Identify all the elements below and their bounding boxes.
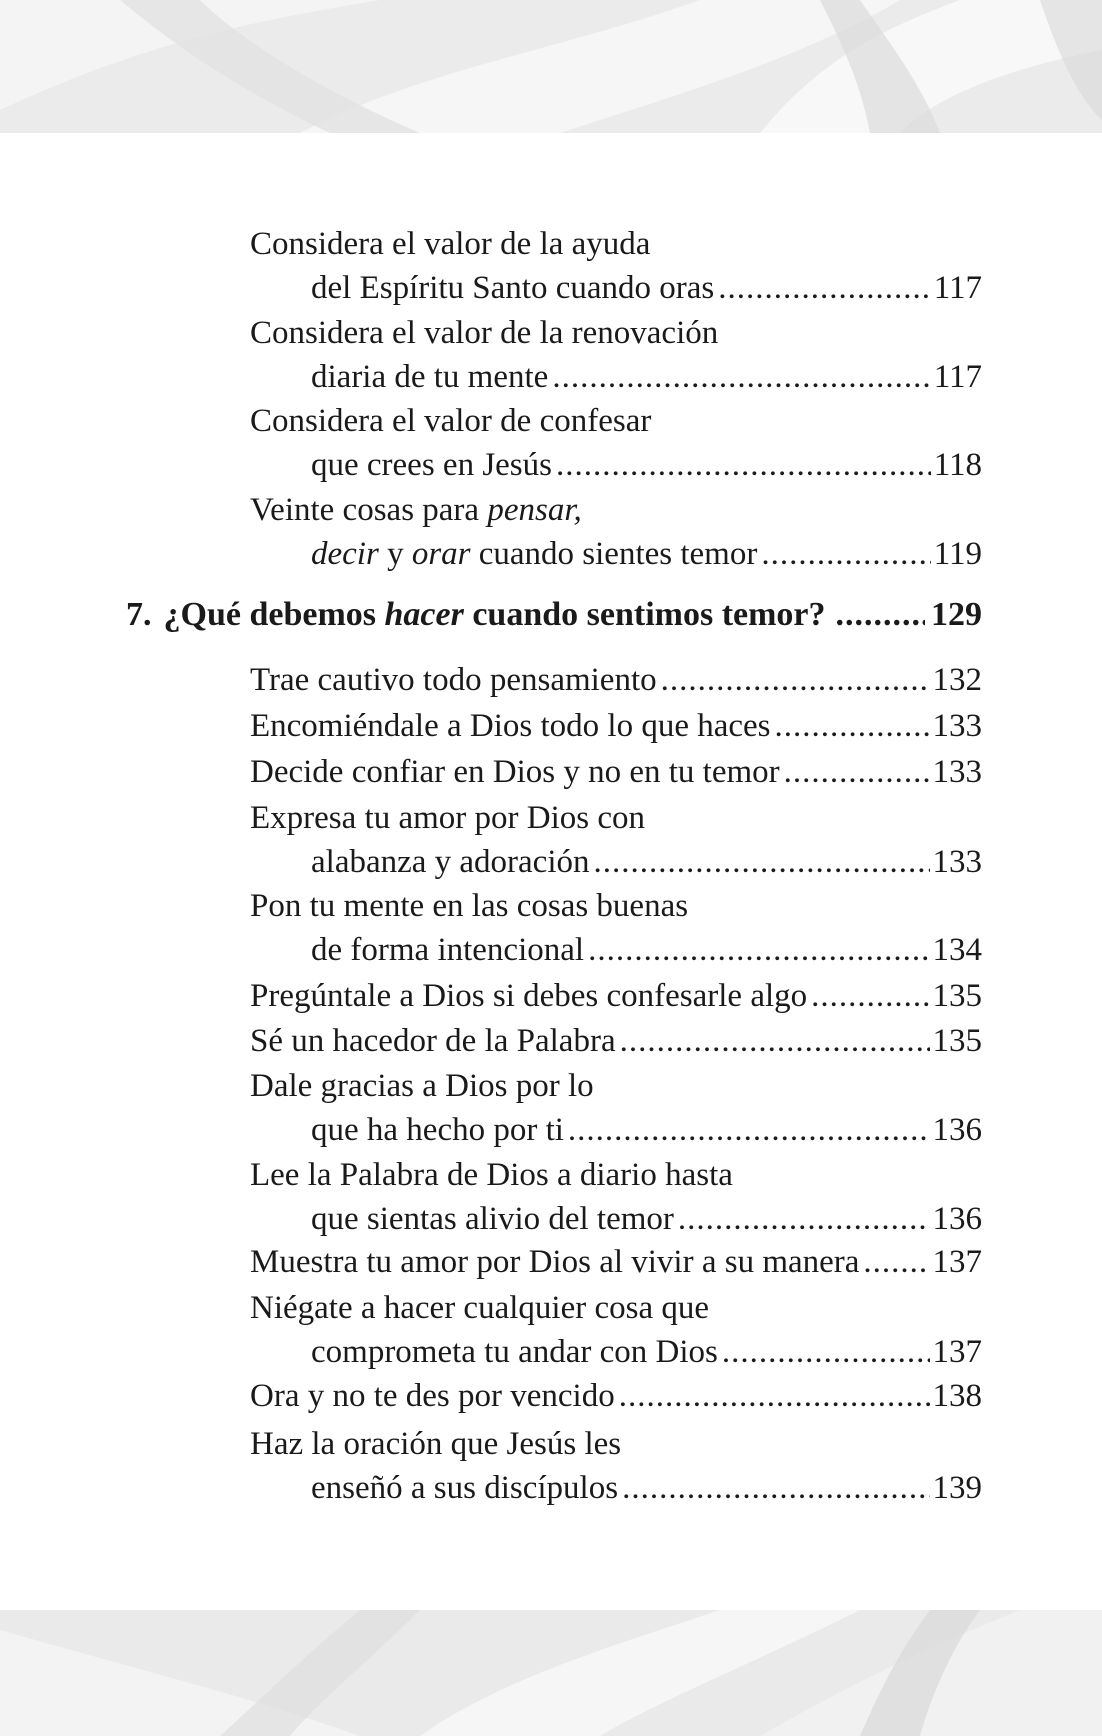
dot-leader bbox=[552, 355, 930, 399]
toc-page-number: 138 bbox=[932, 1378, 982, 1414]
toc-entry-title: Encomiéndale a Dios todo lo que haces bbox=[250, 708, 771, 744]
toc-entry-title: que ha hecho por ti bbox=[311, 1112, 564, 1148]
toc-entry-title: que sientas alivio del temor bbox=[311, 1201, 674, 1237]
toc-page-number: 117 bbox=[933, 270, 982, 306]
toc-entry-title: Considera el valor de la renovación bbox=[250, 315, 719, 351]
toc-entry-title: Considera el valor de confesar bbox=[250, 403, 652, 439]
dot-leader bbox=[863, 1240, 929, 1284]
toc-page-number: 135 bbox=[932, 1023, 982, 1059]
toc-entry-title: alabanza y adoración bbox=[311, 844, 590, 880]
dot-leader bbox=[619, 1374, 930, 1418]
toc-entry[interactable] bbox=[250, 222, 982, 310]
toc-page-number: 133 bbox=[932, 844, 982, 880]
toc-entry[interactable] bbox=[250, 974, 982, 1018]
toc-entry[interactable] bbox=[250, 796, 982, 884]
dot-leader bbox=[784, 750, 930, 794]
toc-entry[interactable] bbox=[250, 884, 982, 972]
chapter-title-part: ¿Qué debemos bbox=[163, 596, 385, 633]
toc-entry-title: y bbox=[378, 536, 412, 572]
toc-entry-title: Lee la Palabra de Dios a diario hasta bbox=[250, 1157, 733, 1193]
toc-entry[interactable] bbox=[250, 1064, 982, 1152]
toc-entry-title: del Espíritu Santo cuando oras bbox=[311, 270, 715, 306]
toc-entry-title: Decide confiar en Dios y no en tu temor bbox=[250, 754, 780, 790]
toc-page-number: 137 bbox=[932, 1244, 982, 1280]
dot-leader bbox=[620, 1019, 930, 1063]
dot-leader bbox=[588, 928, 929, 972]
dot-leader bbox=[836, 592, 925, 638]
toc-page-number: 135 bbox=[932, 978, 982, 1014]
toc-entry[interactable] bbox=[250, 399, 982, 487]
chapter-title bbox=[164, 592, 826, 638]
dot-leader bbox=[594, 840, 930, 884]
dot-leader bbox=[678, 1197, 930, 1241]
toc-entry[interactable] bbox=[250, 658, 982, 702]
toc-page-number: 134 bbox=[932, 932, 982, 968]
toc-entry-title: Muestra tu amor por Dios al vivir a su manera bbox=[250, 1244, 860, 1280]
toc-entry[interactable] bbox=[250, 311, 982, 399]
toc-entry[interactable] bbox=[250, 1240, 982, 1284]
toc-entry-title: Sé un hacedor de la Palabra bbox=[250, 1023, 616, 1059]
toc-entry-title: Expresa tu amor por Dios con bbox=[250, 800, 645, 836]
dot-leader bbox=[556, 443, 931, 487]
toc-entry-title: comprometa tu andar con Dios bbox=[311, 1334, 718, 1370]
dot-leader bbox=[811, 974, 929, 1018]
toc-page-number: 136 bbox=[932, 1112, 982, 1148]
toc-entry-title: Haz la oración que Jesús les bbox=[250, 1426, 622, 1462]
toc-entry[interactable] bbox=[250, 488, 982, 576]
toc-entry[interactable] bbox=[250, 1286, 982, 1374]
dot-leader bbox=[775, 704, 930, 748]
toc-page-number: 133 bbox=[932, 708, 982, 744]
toc-entry-title: Pregúntale a Dios si debes confesarle algo bbox=[250, 978, 808, 1014]
toc-entry-title: Veinte cosas para bbox=[250, 492, 488, 528]
toc-entry-title: de forma intencional bbox=[311, 932, 585, 968]
dot-leader bbox=[622, 1466, 929, 1510]
toc-page-number: 132 bbox=[932, 662, 982, 698]
toc-entry-title: cuando sientes temor bbox=[470, 536, 758, 572]
toc-entry-title: Considera el valor de la ayuda bbox=[250, 226, 651, 262]
toc-page-number: 118 bbox=[933, 447, 982, 483]
chapter-heading[interactable] bbox=[126, 592, 982, 638]
toc-entry-title: Trae cautivo todo pensamiento bbox=[250, 662, 657, 698]
toc-entry-title: que crees en Jesús bbox=[311, 447, 552, 483]
chapter-number: 7. bbox=[126, 596, 152, 633]
chapter-title-emphasis: hacer bbox=[384, 596, 464, 633]
dot-leader bbox=[661, 658, 930, 702]
toc-entry-emphasis: pensar, bbox=[487, 492, 582, 528]
toc-entry-title: Ora y no te des por vencido bbox=[250, 1378, 615, 1414]
toc-entry[interactable] bbox=[250, 1019, 982, 1063]
toc-page-number: 139 bbox=[932, 1470, 982, 1506]
toc-entry-title: Dale gracias a Dios por lo bbox=[250, 1068, 594, 1104]
toc-entry[interactable] bbox=[250, 704, 982, 748]
toc-entry-emphasis: decir bbox=[311, 536, 379, 572]
toc-page-number: 137 bbox=[932, 1334, 982, 1370]
toc-entry-title: Niégate a hacer cualquier cosa que bbox=[250, 1290, 709, 1326]
dot-leader bbox=[761, 532, 930, 576]
toc-entry[interactable] bbox=[250, 1422, 982, 1510]
chapter-page-number: 129 bbox=[931, 596, 982, 633]
toc-page-number: 117 bbox=[933, 359, 982, 395]
toc-page-number: 119 bbox=[933, 536, 982, 572]
toc-entry-title: diaria de tu mente bbox=[311, 359, 549, 395]
dot-leader bbox=[568, 1108, 930, 1152]
toc-entry[interactable] bbox=[250, 1153, 982, 1241]
toc-entry-title: Pon tu mente en las cosas buenas bbox=[250, 888, 689, 924]
toc-entry-emphasis: orar bbox=[411, 536, 471, 572]
chapter-title-part: cuando sentimos temor? bbox=[463, 596, 826, 633]
toc-entry-title: enseñó a sus discípulos bbox=[311, 1470, 619, 1506]
dot-leader bbox=[718, 266, 930, 310]
toc-page-number: 136 bbox=[932, 1201, 982, 1237]
toc-entry[interactable] bbox=[250, 750, 982, 794]
dot-leader bbox=[722, 1330, 930, 1374]
toc-entry[interactable] bbox=[250, 1374, 982, 1418]
toc-page-number: 133 bbox=[932, 754, 982, 790]
